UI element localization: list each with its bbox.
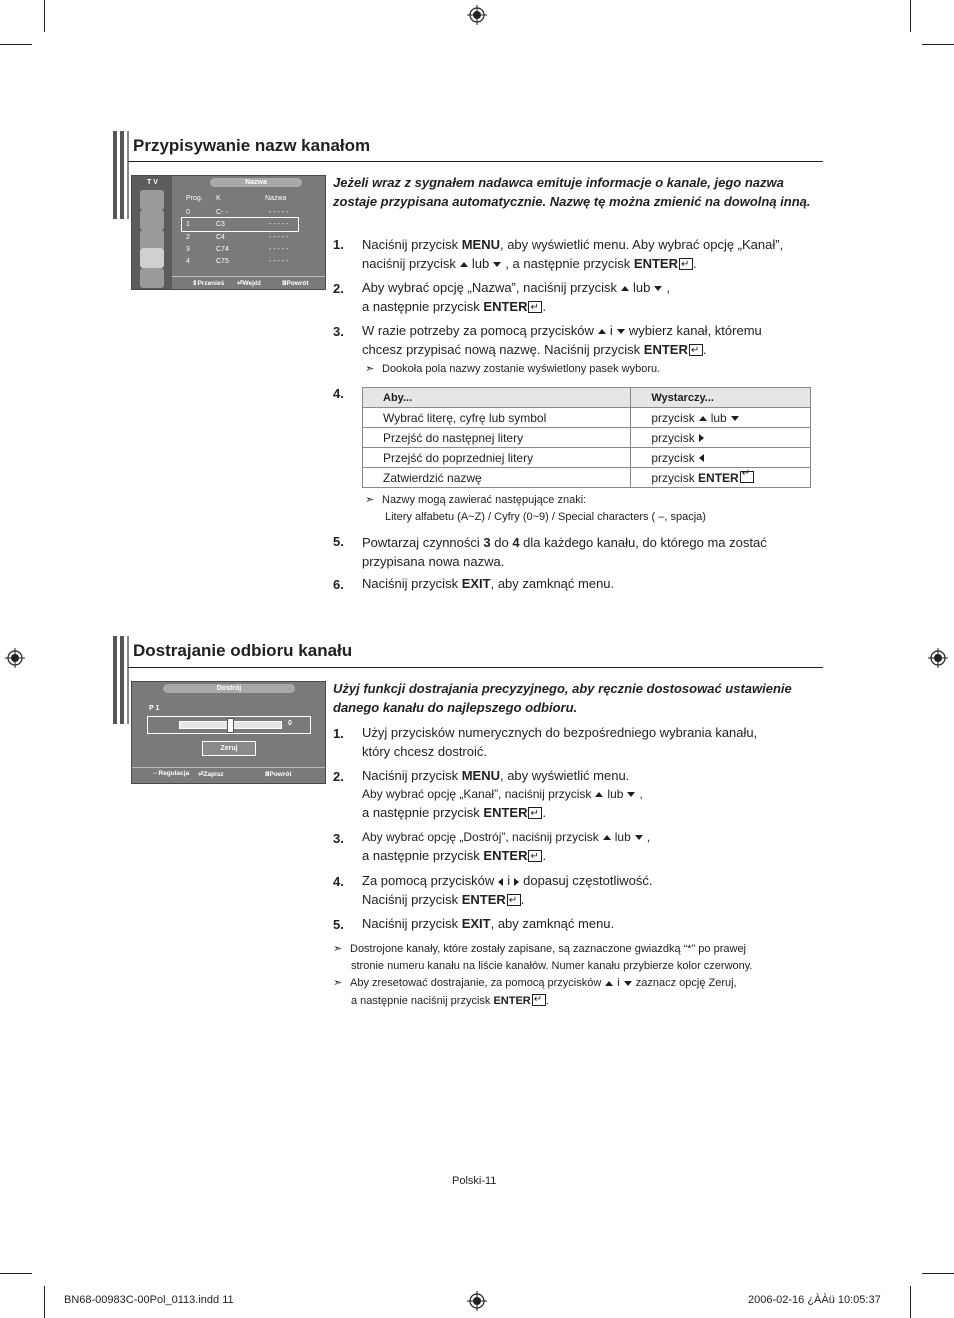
enter-icon	[679, 258, 693, 270]
step-number: 3.	[333, 324, 344, 339]
section-accent-bar	[127, 131, 129, 219]
osd-row: 4	[186, 258, 190, 265]
channel-icon	[140, 230, 164, 250]
section-intro: Użyj funkcji dostrajania precyzyjnego, aby ręcznie dostosować ustawienie danego kanału do najlepszego odbioru.	[333, 681, 792, 715]
crop-mark	[44, 0, 45, 32]
step-number: 5.	[333, 917, 344, 932]
osd-row: - - - - -	[269, 221, 289, 228]
section-intro: Jeżeli wraz z sygnałem nadawca emituje informacje o kanale, jego nazwa zostaje przypisana automatycznie. Nazwę tę można zmienić na dowolną inną.	[333, 175, 811, 209]
note-arrow-icon: ➣	[365, 363, 375, 375]
step-text: Za pomocą przycisków i dopasuj częstotliwość. Naciśnij przycisk ENTER↵ .	[362, 871, 824, 909]
osd-row: 3	[186, 246, 190, 253]
section-title: Dostrajanie odbioru kanału	[133, 641, 353, 660]
input-icon	[140, 268, 164, 288]
osd-row: C3	[216, 221, 225, 228]
step-number: 4.	[333, 874, 344, 889]
crop-mark	[0, 1273, 32, 1274]
enter-icon	[689, 344, 703, 356]
step-text: Użyj przycisków numerycznych do bezpośredniego wybrania kanału, który chcesz dostroić.	[362, 725, 758, 759]
enter-icon	[532, 994, 546, 1006]
crop-mark	[922, 1273, 954, 1274]
note: ➣ Dookoła pola nazwy zostanie wyświetlony pasek wyboru.	[365, 361, 660, 378]
osd-channel-name-screenshot	[131, 175, 326, 290]
osd-row: C- -	[216, 209, 228, 216]
slider-knob[interactable]	[227, 718, 234, 733]
section-accent-bar	[120, 131, 124, 219]
osd-program: P 1	[149, 705, 160, 712]
osd-title: Dostrój	[163, 684, 295, 693]
step-number: 5.	[333, 534, 344, 549]
osd-row: 0	[186, 209, 190, 216]
step-text: a następnie przycisk ENTER↵ .	[362, 803, 824, 822]
step-text: a następnie przycisk ENTER↵ .	[362, 846, 824, 865]
step-number: 4.	[333, 386, 344, 401]
osd-tv-label: T V	[147, 179, 158, 186]
enter-icon	[528, 301, 542, 313]
osd-row: C74	[216, 246, 229, 253]
osd-row: C75	[216, 258, 229, 265]
table-header: Aby...	[363, 388, 631, 408]
setup-icon	[140, 248, 164, 268]
crop-mark	[0, 44, 32, 45]
step-number: 6.	[333, 577, 344, 592]
crop-mark	[44, 1286, 45, 1318]
section-accent-bar	[120, 636, 124, 724]
sound-icon	[140, 210, 164, 230]
osd-row: 2	[186, 234, 190, 241]
registration-mark-icon	[467, 1291, 487, 1311]
step-text: Naciśnij przycisk EXIT, aby zamknąć menu.	[362, 576, 615, 591]
enter-icon	[528, 850, 542, 862]
osd-row: C4	[216, 234, 225, 241]
step-number: 1.	[333, 726, 344, 741]
step-number: 2.	[333, 769, 344, 784]
step-number: 1.	[333, 237, 344, 252]
note: ➣ Aby zresetować dostrajanie, za pomocą przycisków i zaznacz opcję Zeruj,	[333, 975, 737, 992]
osd-row: - - - - -	[269, 234, 289, 241]
osd-footer-return: ⅢPowrót	[265, 771, 292, 778]
table-row: Przejść do poprzedniej litery przycisk	[363, 448, 811, 468]
table-row: Zatwierdzić nazwę przycisk ENTER↵	[363, 468, 811, 488]
note: ➣ Dostrojone kanały, które zostały zapisane, są zaznaczone gwiazdką “*” po prawej	[333, 941, 746, 958]
picture-icon	[140, 190, 164, 210]
registration-mark-icon	[467, 5, 487, 25]
note: ➣ Nazwy mogą zawierać następujące znaki:	[365, 492, 586, 509]
osd-col-name: Nazwa	[265, 195, 287, 202]
osd-title: Nazwa	[210, 178, 302, 187]
osd-footer-save: ⏎Zapisz	[198, 771, 224, 778]
crop-mark	[922, 44, 954, 45]
osd-col-prog: Prog.	[186, 195, 203, 202]
step-number: 2.	[333, 281, 344, 296]
step-number: 3.	[333, 831, 344, 846]
note-arrow-icon: ➣	[333, 943, 343, 955]
osd-slider-value: 0	[288, 720, 292, 727]
step-text: Aby wybrać opcję „Nazwa”, naciśnij przycisk lub , a następnie przycisk ENTER↵ .	[362, 278, 824, 316]
osd-fine-tune-screenshot	[131, 681, 326, 784]
osd-row: 1	[186, 221, 190, 228]
note-arrow-icon: ➣	[365, 494, 375, 506]
section-title: Przypisywanie nazw kanałom	[133, 136, 371, 155]
section-rule	[128, 667, 823, 668]
step-text: Powtarzaj czynności 3 do 4 dla każdego kanału, do którego ma zostać przypisana nowa nazwa.	[362, 535, 767, 569]
osd-col-k: K	[216, 195, 221, 202]
action-table	[362, 387, 811, 488]
note-arrow-icon: ➣	[333, 977, 343, 989]
osd-row: - - - - -	[269, 258, 289, 265]
osd-sidebar	[132, 176, 172, 289]
section-rule	[128, 161, 823, 162]
note: a następnie naciśnij przycisk ENTER↵ .	[351, 993, 549, 1010]
enter-icon	[507, 894, 521, 906]
page-number: Polski-11	[452, 1175, 497, 1187]
footer-timestamp: 2006-02-16 ¿ÀÀü 10:05:37	[748, 1294, 881, 1306]
step-text: Naciśnij przycisk EXIT, aby zamknąć menu.	[362, 916, 615, 931]
footer-file-info: BN68-00983C-00Pol_0113.indd 11	[64, 1294, 234, 1306]
section-accent-bar	[127, 636, 129, 724]
step-text: W razie potrzeby za pomocą przycisków i wybierz kanał, któremu chcesz przypisać nową nazwę. Naciśnij przycisk ENTER↵ .	[362, 321, 824, 359]
step-text: Naciśnij przycisk MENU, aby wyświetlić menu. Aby wybrać opcję „Kanał”, naciśnij przycisk lub , a następnie przycisk ENTER↵ .	[362, 235, 824, 273]
section-accent-bar	[113, 131, 117, 219]
section-accent-bar	[113, 636, 117, 724]
table-row: Wybrać literę, cyfrę lub symbol przycisk lub	[363, 408, 811, 428]
table-row: Przejść do następnej litery przycisk	[363, 428, 811, 448]
enter-icon	[740, 471, 754, 483]
registration-mark-icon	[5, 648, 25, 668]
crop-mark	[910, 0, 911, 32]
registration-mark-icon	[928, 648, 948, 668]
osd-footer-move: ⇕Przenieś	[192, 280, 225, 287]
step-text: Naciśnij przycisk MENU, aby wyświetlić menu.	[362, 768, 630, 783]
osd-footer-adjust: ⇔Regulacja	[152, 770, 190, 777]
step-text: Aby wybrać opcję „Kanał”, naciśnij przycisk lub ,	[362, 787, 643, 801]
osd-footer-return: ⅢPowrót	[282, 280, 309, 287]
step-text: Aby wybrać opcję „Dostrój”, naciśnij przycisk lub ,	[362, 830, 651, 844]
osd-footer-enter: ⏎Wejdź	[237, 280, 262, 287]
osd-footer-rule	[132, 767, 325, 768]
crop-mark	[910, 1286, 911, 1318]
fine-tune-slider[interactable]	[179, 721, 282, 729]
table-header: Wystarczy...	[631, 388, 811, 408]
osd-row: - - - - -	[269, 209, 289, 216]
reset-button[interactable]: Zeruj	[202, 741, 256, 756]
osd-footer-rule	[172, 276, 325, 277]
enter-icon	[528, 807, 542, 819]
note: stronie numeru kanału na liście kanałów. Numer kanału przybierze kolor czerwony.	[351, 960, 753, 972]
osd-row: - - - - -	[269, 246, 289, 253]
note: Litery alfabetu (A~Z) / Cyfry (0~9) / Special characters ( –, spacja)	[385, 511, 706, 523]
